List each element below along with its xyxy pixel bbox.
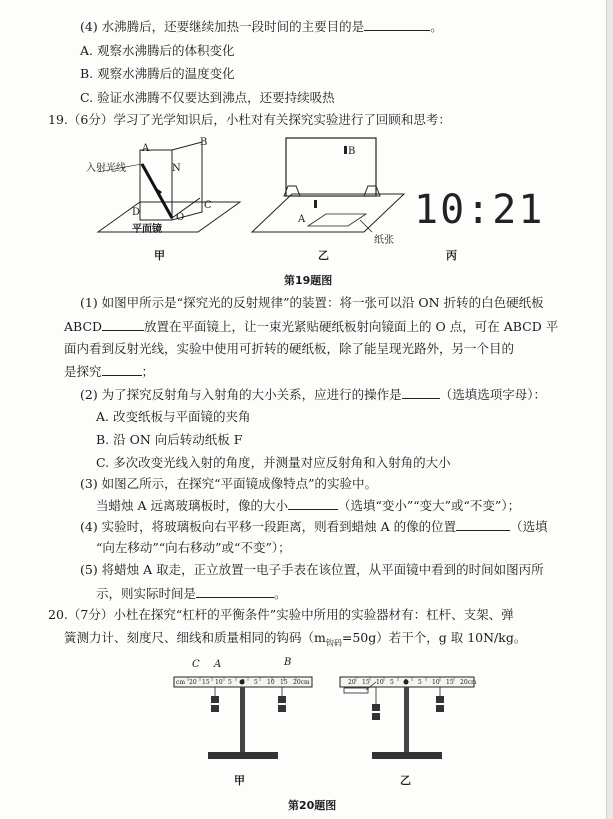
fig20-label-yi: 乙 bbox=[400, 774, 411, 787]
label-A: A bbox=[142, 143, 150, 154]
plane-mirror-imaging-figure bbox=[248, 128, 408, 244]
lever-scale-label: 10 bbox=[376, 679, 384, 686]
digital-clock-display: 10:21 bbox=[414, 187, 545, 233]
answer-blank[interactable] bbox=[364, 18, 430, 31]
lever-scale-label: 15 bbox=[362, 679, 370, 686]
q20-line2: 簧测力计、刻度尺、细线和质量相同的钩码$(m_{钩码}=50g)$若干个，g 取 10N/kg。 bbox=[64, 630, 527, 648]
fig20-label-jia: 甲 bbox=[234, 774, 245, 787]
label-A: A bbox=[214, 659, 222, 670]
lever-scale-label: 0 bbox=[241, 679, 245, 686]
label-plane-mirror: 平面镜 bbox=[132, 224, 162, 235]
answer-blank[interactable] bbox=[196, 585, 274, 598]
answer-blank[interactable] bbox=[456, 518, 510, 531]
lever-scale-label: 5 bbox=[418, 679, 422, 686]
lever-figure-jia bbox=[170, 660, 318, 770]
q19-1-line4: 是探究 ； bbox=[64, 364, 155, 379]
lever-scale-label: 15 bbox=[202, 679, 210, 686]
lever-scale-label: 20cm bbox=[460, 679, 477, 686]
label-N: N bbox=[172, 163, 181, 174]
q19-4-line2: “向左移动”“向右移动”或“不变”）； bbox=[96, 540, 291, 555]
lever-scale-label: 5 bbox=[228, 679, 232, 686]
lever-scale-label: 20 bbox=[348, 679, 356, 686]
q19-header: 19.（6分）学习了光学知识后，小杜对有关探究实验进行了回顾和思考： bbox=[48, 112, 451, 127]
q19-1-line3: 面内看到反射光线，实验中使用可折转的硬纸板，除了能呈现光路外，另一个目的 bbox=[64, 341, 515, 356]
answer-blank[interactable] bbox=[102, 363, 142, 376]
q19-2-option-a: A. 改变纸板与平面镜的夹角 bbox=[96, 409, 251, 424]
figure-20-caption: 第20题图 bbox=[288, 799, 337, 812]
q19-1-line2: ABCD 放置在平面镜上，让一束光紧贴硬纸板射向镜面上的 O 点，可在 ABCD 平 bbox=[64, 319, 559, 334]
lever-scale-label: 15 bbox=[446, 679, 454, 686]
lever-scale-label: 10 bbox=[432, 679, 440, 686]
figure-19-caption: 第19题图 bbox=[284, 274, 333, 287]
answer-blank[interactable] bbox=[102, 318, 144, 331]
q18-4-stem: (4) 水沸腾后，还要继续加热一段时间的主要目的是 。 bbox=[80, 19, 443, 34]
q18-4-option-a: A. 观察水沸腾后的体积变化 bbox=[80, 43, 235, 58]
answer-blank[interactable] bbox=[402, 386, 440, 399]
q19-3-line2: 当蜡烛 A 远离玻璃板时，像的大小 （选填“变小”“变大”或“不变”）； bbox=[96, 498, 521, 513]
lever-scale-label: 15 bbox=[280, 679, 288, 686]
lever-scale-label: 5 bbox=[390, 679, 394, 686]
label-B: B bbox=[284, 657, 292, 668]
lever-figure-yi bbox=[336, 660, 480, 770]
lever-scale-label: 20 bbox=[189, 679, 197, 686]
q18-4-option-c: C. 验证水沸腾不仅要达到沸点，还要持续吸热 bbox=[80, 90, 335, 105]
page-edge bbox=[606, 0, 613, 819]
reflection-apparatus-figure bbox=[92, 132, 242, 244]
label-candle-A: A bbox=[298, 214, 306, 225]
label-O: O bbox=[176, 212, 185, 223]
q19-1-line1: (1) 如图甲所示是“探究光的反射规律”的装置：将一张可以沿 ON 折转的白色硬纸板 bbox=[80, 295, 544, 310]
label-incident-ray: 入射光线 bbox=[86, 163, 126, 174]
label-candle-B: B bbox=[348, 146, 356, 157]
q19-5-line2: 示，则实际时间是 。 bbox=[96, 586, 287, 601]
q19-2-option-b: B. 沿 ON 向后转动纸板 F bbox=[96, 432, 243, 447]
lever-scale-label: cm bbox=[176, 679, 186, 686]
label-B: B bbox=[200, 137, 208, 148]
fig-label-yi: 乙 bbox=[318, 249, 329, 262]
answer-blank[interactable] bbox=[288, 497, 338, 510]
lever-scale-label: 20cm bbox=[293, 679, 310, 686]
q19-3-line1: (3) 如图乙所示，在探究“平面镜成像特点”的实验中。 bbox=[80, 476, 377, 491]
label-D: D bbox=[132, 207, 141, 218]
label-C: C bbox=[204, 200, 212, 211]
label-paper: 纸张 bbox=[374, 235, 394, 246]
lever-scale-label: 10 bbox=[267, 679, 275, 686]
lever-scale-label: 5 bbox=[254, 679, 258, 686]
q19-5-line1: (5) 将蜡烛 A 取走，正立放置一电子手表在该位置，从平面镜中看到的时间如图丙所 bbox=[80, 562, 544, 577]
fig-label-bing: 丙 bbox=[446, 249, 457, 262]
lever-scale-label: 0 bbox=[404, 679, 408, 686]
q19-2-option-c: C. 多次改变光线入射的角度，并测量对应反射角和入射角的大小 bbox=[96, 455, 451, 470]
q20-line1: 20.（7分）小杜在探究“杠杆的平衡条件”实验中所用的实验器材有：杠杆、支架、弹 bbox=[48, 607, 514, 622]
q19-2-stem: (2) 为了探究反射角与入射角的大小关系，应进行的操作是 （选填选项字母）： bbox=[80, 387, 546, 402]
q19-4-line1: (4) 实验时，将玻璃板向右平移一段距离，则看到蜡烛 A 的像的位置 （选填 bbox=[80, 519, 548, 534]
lever-scale-label: 10 bbox=[215, 679, 223, 686]
label-C: C bbox=[192, 659, 200, 670]
fig-label-jia: 甲 bbox=[154, 249, 165, 262]
q18-4-option-b: B. 观察水沸腾后的温度变化 bbox=[80, 66, 235, 81]
